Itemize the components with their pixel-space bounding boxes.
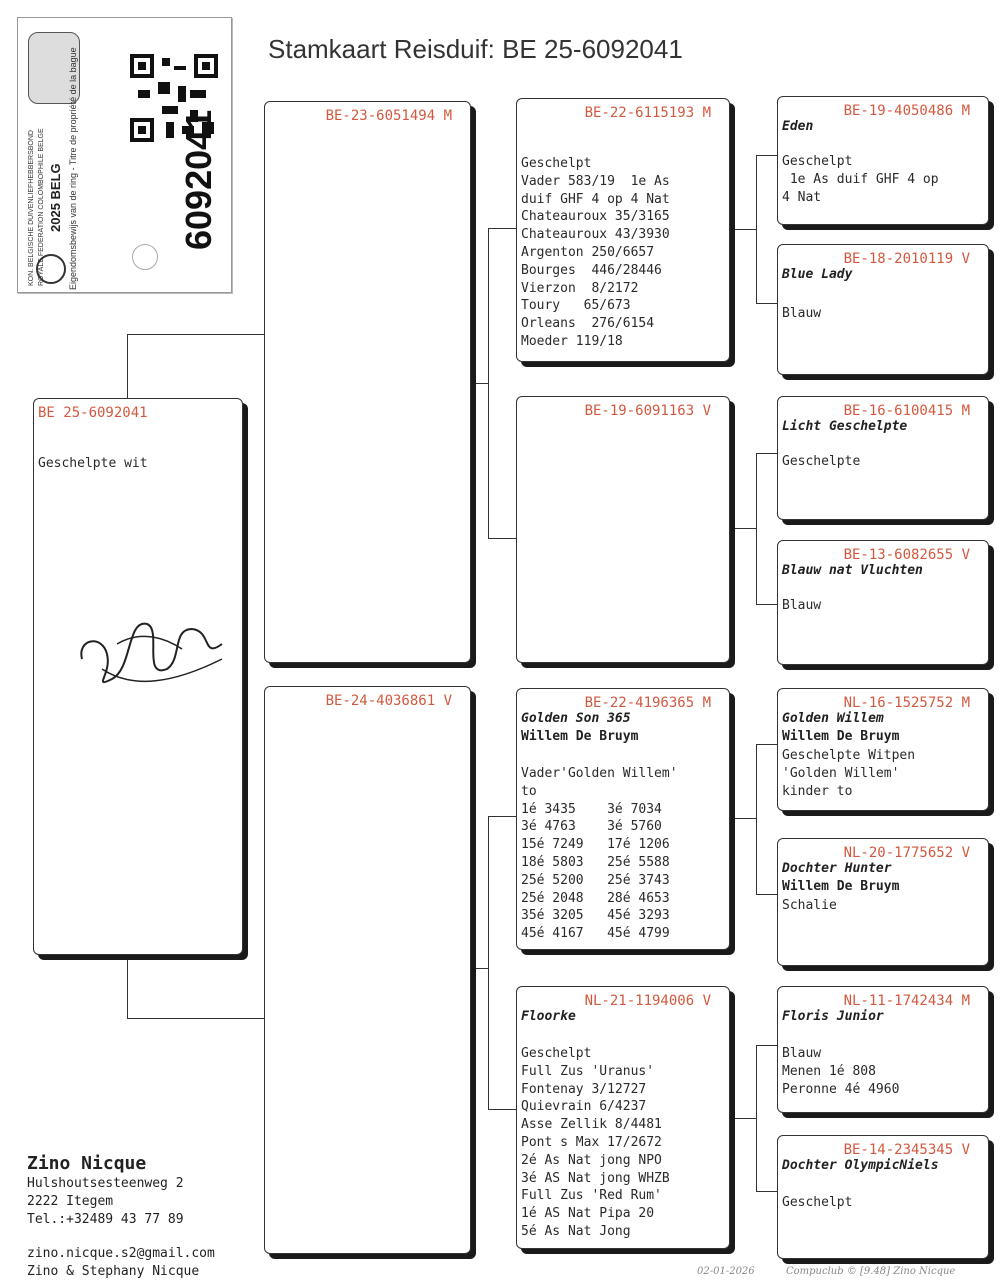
ring-number: BE-14-2345345 V [843, 1142, 970, 1158]
ring-number: BE-18-2010119 V [843, 251, 970, 267]
pigeon-description: Schalie [782, 898, 837, 913]
pigeon-name: Floris Junior [782, 1009, 884, 1024]
ring-number: BE-19-6091163 V [584, 403, 711, 419]
connector-line [488, 538, 516, 539]
pigeon-name: Golden Willem [782, 711, 884, 726]
owner-email: zino.nicque.s2@gmail.com [27, 1246, 215, 1261]
ff-mother-card [777, 244, 989, 375]
ring-number: BE-16-6100415 M [843, 403, 970, 419]
pigeon-description: Geschelpte [782, 454, 861, 469]
connector-line [488, 816, 489, 1109]
connector-line [127, 334, 264, 335]
pigeon-description: Geschelpte wit [38, 456, 148, 471]
ring-number: BE-19-4050486 M [843, 103, 970, 119]
ring-number: BE 25-6092041 [38, 405, 148, 421]
maternal-grandmother-card [516, 986, 730, 1249]
signature [72, 599, 232, 699]
connector-line [756, 1045, 757, 1191]
owner-phone: Tel.:+32489 43 77 89 [27, 1212, 184, 1227]
owner-names: Zino & Stephany Nicque [27, 1264, 200, 1279]
connector-line [488, 1109, 516, 1110]
mother-card [264, 686, 471, 1254]
owner-street: Hulshoutsesteenweg 2 [27, 1176, 184, 1191]
connector-line [488, 228, 516, 229]
connector-line [756, 1045, 777, 1046]
connector-line [756, 155, 757, 303]
ff-father-card [777, 96, 989, 225]
fm-mother-card [777, 540, 989, 665]
ring-number: NL-21-1194006 V [584, 993, 711, 1009]
pigeon-description: Blauw [782, 598, 822, 613]
connector-line [488, 816, 516, 817]
maternal-grandfather-card [516, 688, 730, 950]
connector-line [756, 453, 777, 454]
breeder-name: Willem De Bruym [782, 729, 900, 744]
pigeon-name: Dochter Hunter [782, 861, 892, 876]
fm-father-card [777, 396, 989, 520]
ring-card-ownership-text: Eigendomsbewijs van de ring - Titre de propriété de la bague [68, 47, 78, 290]
ring-card-year: 2025 BELG [48, 163, 63, 232]
pigeon-name: Blauw nat Vluchten [782, 563, 923, 578]
breeder-name: Willem De Bruym [521, 729, 639, 744]
pigeon-description: Geschelpte Witpen 'Golden Willem' kinder to [782, 748, 916, 799]
pigeon-description: Blauw Menen 1é 808 Peronne 4é 4960 [782, 1046, 900, 1097]
pigeon-card [33, 398, 243, 955]
pigeon-name: Licht Geschelpte [782, 419, 908, 434]
pigeon-name: Eden [782, 119, 814, 134]
pigeon-description: Geschelpt [782, 1195, 853, 1210]
connector-line [756, 453, 757, 604]
connector-line [127, 1018, 264, 1019]
ring-number: BE-24-4036861 V [325, 693, 452, 709]
ring-number: BE-23-6051494 M [325, 108, 452, 124]
owner-name: Zino Nicque [27, 1153, 147, 1174]
ring-number: NL-16-1525752 M [843, 695, 970, 711]
pigeon-name: Dochter OlympicNiels [782, 1158, 939, 1173]
connector-line [730, 818, 756, 819]
pigeon-name: Floorke [521, 1009, 576, 1024]
pigeon-name: Golden Son 365 [521, 711, 631, 726]
ring-number: NL-11-1742434 M [843, 993, 970, 1009]
mf-father-card [777, 688, 989, 811]
connector-line [756, 744, 757, 894]
ring-card-federation-fr: ROYALE FEDERATION COLOMBOPHILE BELGE [38, 128, 45, 286]
connector-line [471, 383, 488, 384]
pigeon-description: Vader'Golden Willem' to 1é 3435 3é 7034 3é 4763 3é 5760 15é 7249 17é 1206 18é 5803 25é 5588 25é 5200 25é 3743 25é 2048 28é 4653 35é 3205 45é 3293 45é 4167 45é 4799 [521, 766, 678, 942]
connector-line [756, 604, 777, 605]
connector-line [730, 528, 756, 529]
connector-line [756, 894, 777, 895]
mm-mother-card [777, 1135, 989, 1259]
mf-mother-card [777, 838, 989, 966]
connector-line [756, 744, 777, 745]
punch-hole [132, 244, 158, 270]
connector-line [730, 1118, 756, 1119]
pigeon-description: Blauw [782, 306, 822, 321]
ring-card-number: 6092041 [178, 109, 219, 250]
footer-date: 02-01-2026 [697, 1266, 755, 1277]
footer-software: Compuclub © [9.48] Zino Nicque [786, 1266, 956, 1277]
owner-city: 2222 Itegem [27, 1194, 114, 1209]
connector-line [471, 968, 488, 969]
pigeon-description: Geschelpt Vader 583/19 1e As duif GHF 4 op 4 Nat Chateauroux 35/3165 Chateauroux 43/3930 Argenton 250/6657 Bourges 446/28446 Vierzon 8/2172 Toury 65/673 Orleans 276/6154 Moeder 119/18 [521, 156, 670, 349]
connector-line [127, 334, 128, 398]
ring-number: NL-20-1775652 V [843, 845, 970, 861]
ring-card-federation-nl: KON. BELGISCHE DUIVENLIEFHEBBERSBOND [28, 130, 35, 286]
paternal-grandmother-card [516, 396, 730, 663]
connector-line [756, 155, 777, 156]
pigeon-description: Geschelpt Full Zus 'Uranus' Fontenay 3/12727 Quievrain 6/4237 Asse Zellik 8/4481 Pont s Max 17/2672 2é As Nat jong NPO 3é AS Nat jong WHZB Full Zus 'Red Rum' 1é AS Nat Pipa 20 5é As Nat Jong [521, 1046, 670, 1239]
ring-number: BE-22-4196365 M [584, 695, 711, 711]
ring-number: BE-22-6115193 M [584, 105, 711, 121]
connector-line [756, 303, 777, 304]
page-title: Stamkaart Reisduif: BE 25-6092041 [268, 34, 683, 64]
pigeon-name: Blue Lady [782, 267, 853, 282]
paternal-grandfather-card [516, 98, 730, 362]
connector-line [730, 229, 756, 230]
pigeon-description: Geschelpt 1e As duif GHF 4 op 4 Nat [782, 154, 939, 205]
connector-line [127, 955, 128, 1018]
breeder-name: Willem De Bruym [782, 879, 900, 894]
mm-father-card [777, 986, 989, 1113]
connector-line [756, 1191, 777, 1192]
connector-line [488, 228, 489, 538]
ring-number: BE-13-6082655 V [843, 547, 970, 563]
father-card [264, 101, 471, 663]
